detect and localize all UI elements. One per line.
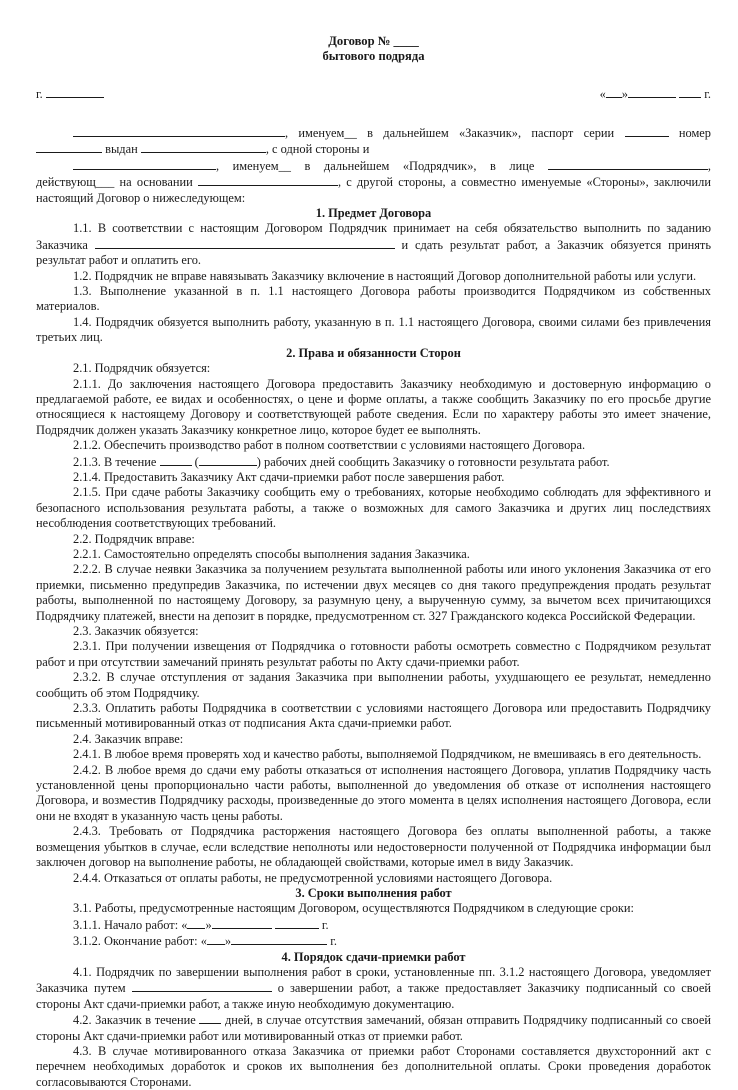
clause: 3.1.2. Окончание работ: « » г. (73, 934, 338, 949)
end-day-blank[interactable] (207, 933, 225, 945)
clause: 2.2.2. В случае неявки Заказчика за получением результата выполненной работы или иного уклонения Заказчика от его приемки, письменно предупредив Заказчика, по истечении двух месяцев со дня такого предупреждения продать результат работы, выполненной по настоящему Договору, за разумную цену, а вырученную сумму, за вычетом всех причитающихся Подрядчику платежей, внести на депозит в порядке, предусмотренном ст. 327 Гражданского кодекса Российской Федерации. (36, 562, 711, 623)
document-title: Договор № ____ (328, 34, 419, 48)
clause: 2.1.2. Обеспечить производство работ в полном соответствии с условиями настоящего Договора. (73, 438, 586, 453)
clause: 4.2. Заказчик в течение дней, в случае отсутствия замечаний, обязан отправить Подрядчику подписанный со своей стороны Акт сдачи-приемки работ или мотивированный отказ от приемки работ. (36, 1013, 711, 1043)
task-blank[interactable] (95, 237, 395, 249)
clause: 4.3. В случае мотивированного отказа Заказчика от приемки работ Сторонами составляется двухсторонний акт с перечнем необходимых доработок и сроков их выполнения без дополнительной оплаты. Сроки проведения доработок согласовываются Сторонами. (36, 1043, 711, 1089)
section-heading: 4. Порядок сдачи-приемки работ (281, 949, 466, 964)
clause: 2.3. Заказчик обязуется: (73, 624, 199, 638)
passport-series-blank[interactable] (625, 125, 669, 137)
year-blank[interactable] (679, 86, 701, 98)
day-blank[interactable] (606, 86, 622, 98)
city-blank[interactable] (46, 86, 104, 98)
clause: 2.3.3. Оплатить работы Подрядчика в соответствии с условиями настоящего Договора или предоставить Подрядчику письменный мотивированный отказ от подписания Акта сдачи-приемки работ. (36, 701, 711, 731)
month-blank[interactable] (628, 86, 676, 98)
clause: 2.3.2. В случае отступления от задания Заказчика при выполнении работы, ухудшающего ее результат, немедленно сообщить об этом Подрядчику. (36, 670, 711, 700)
representative-blank[interactable] (548, 158, 708, 170)
clause: 2.1.5. При сдаче работы Заказчику сообщить ему о требованиях, которые необходимо соблюдать для эффективного и безопасного использования результата работы, а также о возможных для самого Заказчика и других лиц последствиях несоблюдения соответствующих требований. (36, 485, 711, 531)
clause: 2.1.1. До заключения настоящего Договора предоставить Заказчику необходимую и достоверную информацию о предлагаемой работе, ее видах и особенностях, о цене и форме оплаты, а также сообщить Заказчику по его просьбе другие относящиеся к настоящему Договору и соответствующей работе сведения. Если по характеру работы это имеет значение, Подрядчик должен указать Заказчику конкретное лицо, которое будет ее выполнять. (36, 376, 711, 437)
start-month-blank[interactable] (212, 917, 272, 929)
clause: 2.1.4. Предоставить Заказчику Акт сдачи-приемки работ после завершения работ. (73, 469, 505, 484)
section-heading: 3. Сроки выполнения работ (295, 885, 452, 900)
passport-number-blank[interactable] (36, 141, 102, 153)
clause: 3.1.1. Начало работ: « » г. (73, 917, 329, 932)
clause: 2.2. Подрядчик вправе: (73, 531, 195, 546)
clause: 2.4.1. В любое время проверять ход и качество работы, выполняемой Подрядчиком, не вмешиваясь в его деятельность. (73, 747, 702, 762)
clause: 1.4. Подрядчик обязуется выполнить работу, указанную в п. 1.1 настоящего Договора, своими силами без привлечения третьих лиц. (36, 314, 711, 345)
clause: 2.3.1. При получении извещения от Подрядчика о готовности работы осмотреть совместно с Подрядчиком результат работ и при отсутствии замечаний принять результат работы по Акту сдачи-приемки работ. (36, 639, 711, 669)
city-field: г. (36, 86, 104, 102)
basis-blank[interactable] (198, 174, 338, 186)
start-year-blank[interactable] (275, 917, 319, 929)
section-heading: 2. Права и обязанности Сторон (286, 345, 461, 360)
preamble-contractor: , именуем__ в дальнейшем «Подрядчик», в лице , действующ___ на основании , с другой стороны, а совместно именуемые «Стороны», заключили настоящий Договор о нижеследующем: (36, 158, 711, 205)
contract-document (36, 0, 711, 1090)
customer-name-blank[interactable] (73, 125, 285, 137)
clause: 3.1. Работы, предусмотренные настоящим Договором, осуществляются Подрядчиком в следующие сроки: (73, 901, 634, 916)
contractor-name-blank[interactable] (73, 158, 216, 170)
end-date-blank[interactable] (231, 933, 327, 945)
city-date-line (36, 86, 711, 102)
clause: 2.1.3. В течение ( ) рабочих дней сообщить Заказчику о готовности результата работ. (73, 454, 610, 469)
days-words-blank[interactable] (199, 454, 257, 466)
section-heading: 1. Предмет Договора (315, 206, 432, 221)
clause: 2.4. Заказчик вправе: (73, 731, 184, 746)
clause: 2.4.4. Отказаться от оплаты работы, не предусмотренной условиями настоящего Договора. (73, 870, 553, 885)
clause: 1.3. Выполнение указанной в п. 1.1 настоящего Договора работы производится Подрядчиком из собственных материалов. (36, 284, 711, 314)
clause: 4.1. Подрядчик по завершении выполнения работ в сроки, установленные пп. 3.1.2 настоящего Договора, уведомляет Заказчика путем о завершении работ, а также предоставляет Заказчику подписанный со своей стороны Акт сдачи-приемки работ, а также иную необходимую документацию. (36, 964, 711, 1011)
notification-method-blank[interactable] (132, 980, 272, 992)
acceptance-days-blank[interactable] (199, 1012, 221, 1024)
clause: 1.1. В соответствии с настоящим Договором Подрядчик принимает на себя обязательство выполнить по заданию Заказчика и сдать результат работ, а Заказчик обязуется принять результат работ и оплатить его. (36, 221, 711, 268)
clause: 2.4.3. Требовать от Подрядчика расторжения настоящего Договора без оплаты выполненной работы, а также возмещения убытков в случае, если вследствие неполноты или недостоверности полученной от Подрядчика информации был заключен договор на выполнение работы, не обладающей свойствами, которые имел в виду Заказчик. (36, 824, 711, 870)
date-field: « » г. (599, 87, 711, 101)
document-subtitle: бытового подряда (322, 49, 425, 63)
clause: 1.2. Подрядчик не вправе навязывать Заказчику включение в настоящий Договор дополнительной работы или услуги. (73, 268, 697, 283)
preamble-customer: , именуем__ в дальнейшем «Заказчик», паспорт серии номер выдан , с одной стороны и (36, 125, 711, 158)
clause: 2.2.1. Самостоятельно определять способы выполнения задания Заказчика. (73, 546, 470, 561)
start-day-blank[interactable] (187, 917, 205, 929)
days-number-blank[interactable] (160, 454, 192, 466)
clause: 2.1. Подрядчик обязуется: (73, 361, 211, 376)
passport-issued-blank[interactable] (141, 141, 266, 153)
clause: 2.4.2. В любое время до сдачи ему работы отказаться от исполнения настоящего Договора, уплатив Подрядчику часть установленной цены пропорционально части работы, выполненной до уведомления об отказе от исполнения настоящего Договора, и возместив Подрядчику расходы, произведенные до этого момента в целях исполнения настоящего Договора, если они не входят в указанную часть цены работы. (36, 762, 711, 823)
